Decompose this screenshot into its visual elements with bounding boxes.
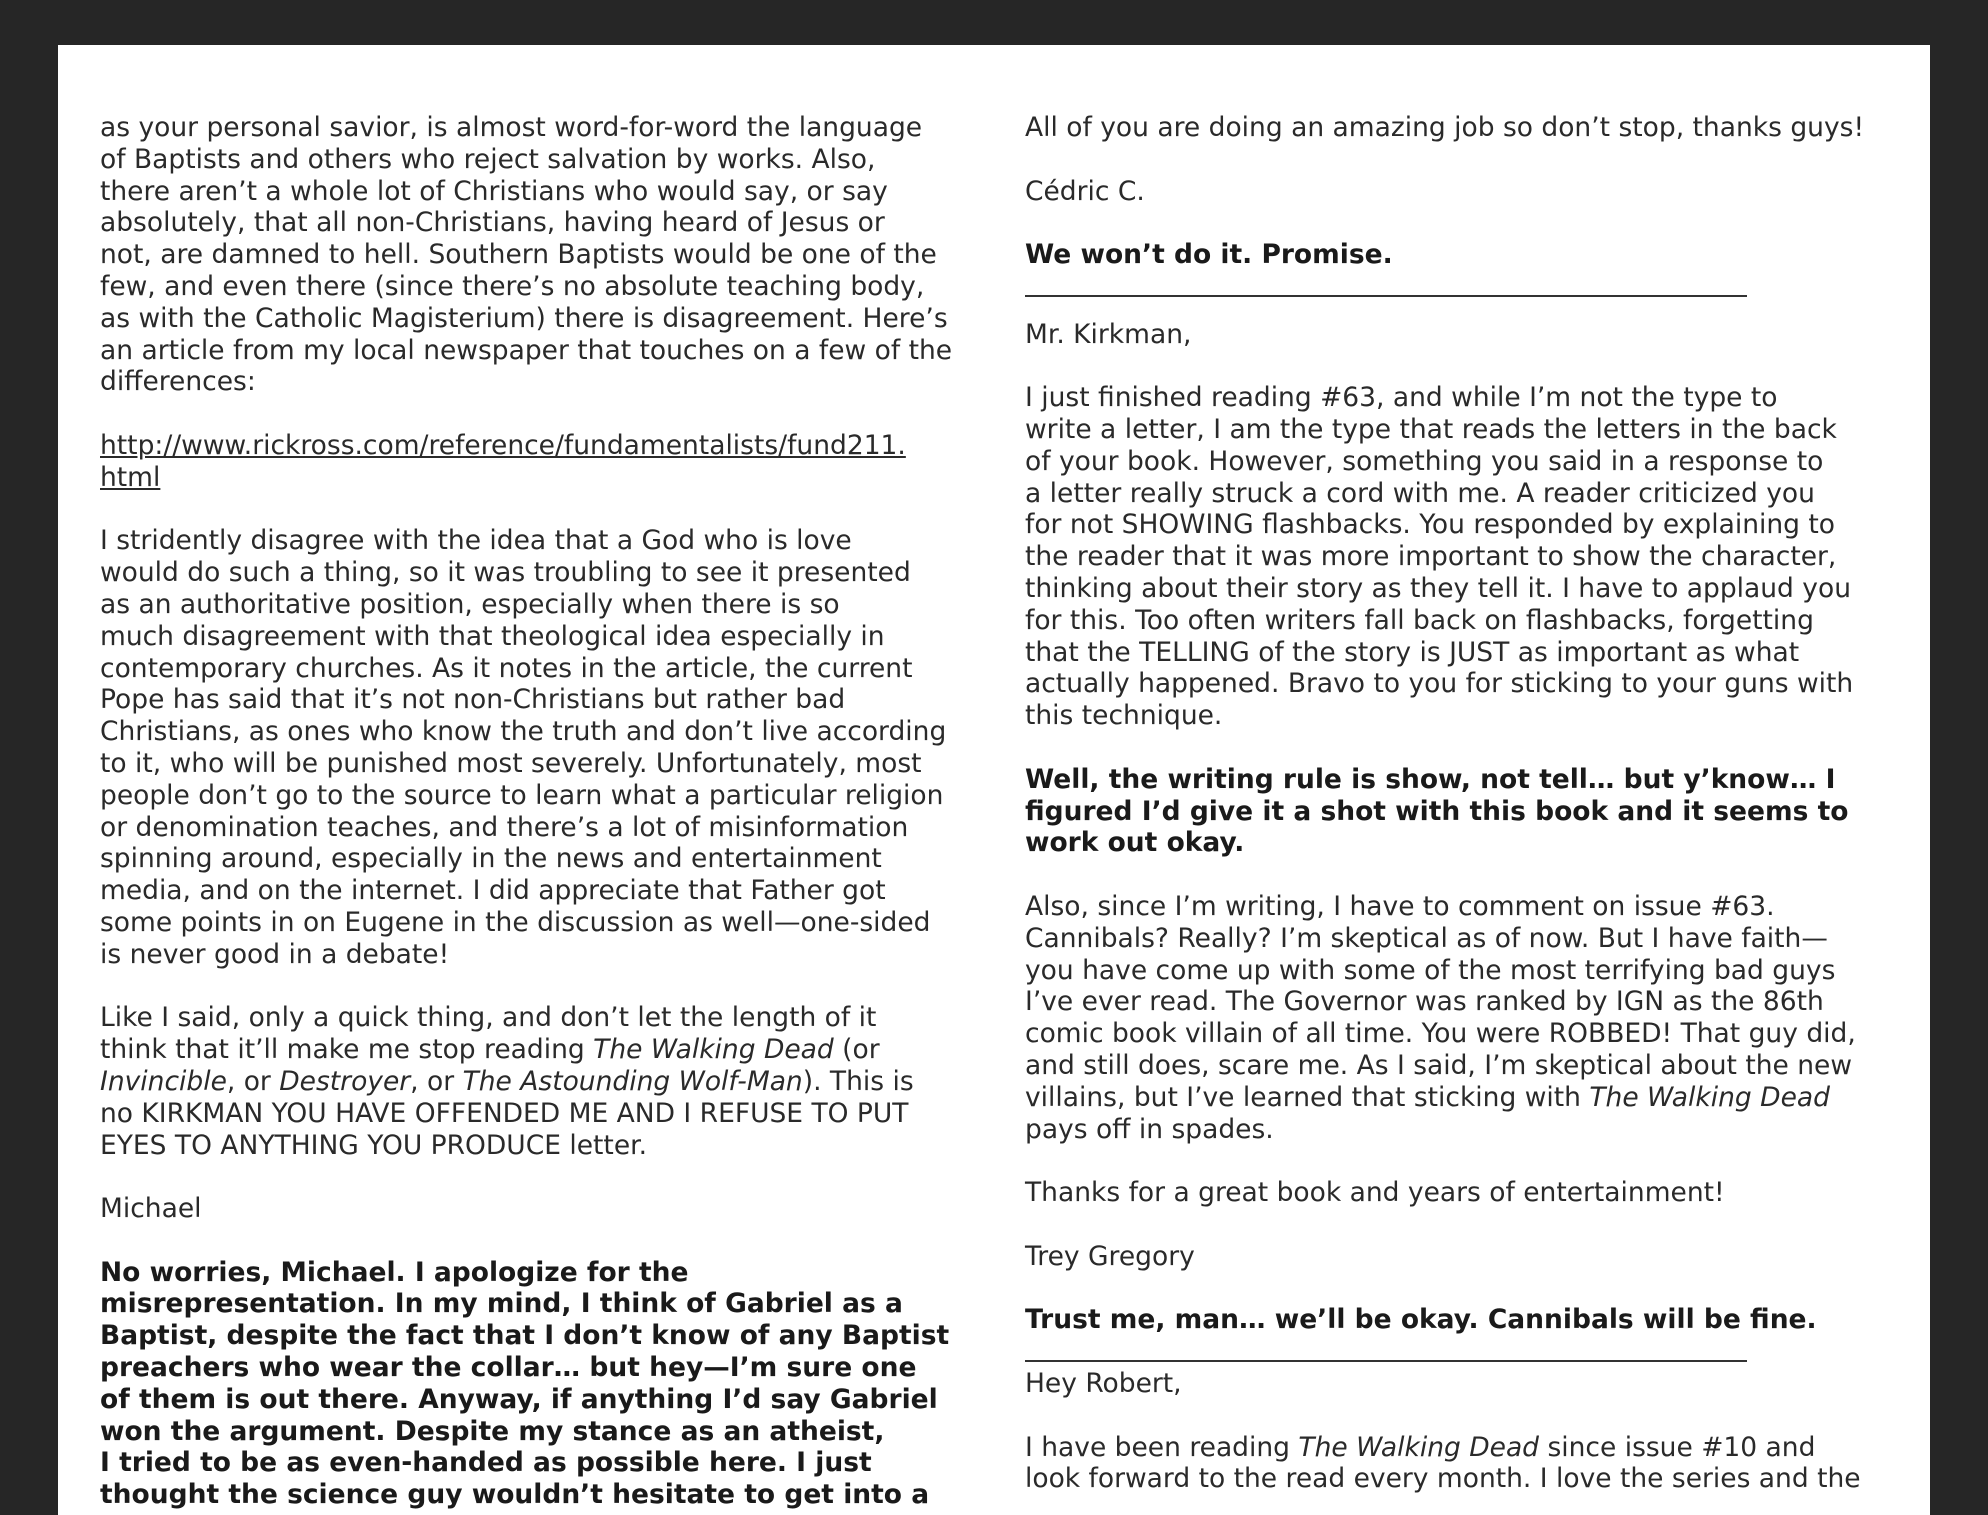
text-line: or denomination teaches, and there’s a lot of misinformation xyxy=(100,811,909,843)
text-line: some points in on Eugene in the discussion as well—one-sided xyxy=(100,906,931,938)
text-run: think that it’ll make me stop reading xyxy=(100,1034,594,1066)
left-column xyxy=(100,112,970,1515)
text-line: thinking about their story as they tell it. I have to applaud you xyxy=(1025,573,1851,605)
text-line: few, and even there (since there’s no absolute teaching body, xyxy=(100,270,925,302)
reply-line: thought the science guy wouldn’t hesitate to get into a xyxy=(100,1479,930,1511)
reply-line: work out okay. xyxy=(1025,827,1245,859)
text-line: as an authoritative position, especially when there is so xyxy=(100,588,840,620)
letter-separator xyxy=(1025,1336,1895,1368)
text-line: as with the Catholic Magisterium) there is disagreement. Here’s xyxy=(100,302,948,334)
editor-reply xyxy=(1025,239,1895,271)
text-line: no KIRKMAN YOU HAVE OFFENDED ME AND I REFUSE TO PUT xyxy=(100,1097,909,1129)
text-run: villains, but I’ve learned that sticking with xyxy=(1025,1081,1590,1113)
text-line: is never good in a debate! xyxy=(100,938,450,970)
letter-paragraph xyxy=(1025,112,1895,144)
text-line xyxy=(100,1034,970,1066)
text-run: since issue #10 and xyxy=(1539,1431,1816,1463)
separator-rule xyxy=(1025,295,1747,297)
text-line: media, and on the internet. I did appreciate that Father got xyxy=(100,875,886,907)
letter-paragraph xyxy=(1025,1177,1895,1209)
editor-reply xyxy=(100,1257,970,1511)
greeting-line: Mr. Kirkman, xyxy=(1025,318,1192,350)
title-walking-dead: The Walking Dead xyxy=(1298,1431,1540,1463)
text-line: I just finished reading #63, and while I’m not the type to xyxy=(1025,382,1778,414)
text-line: not, are damned to hell. Southern Baptists would be one of the xyxy=(100,239,937,271)
link-line[interactable]: html xyxy=(100,461,161,493)
reply-line: figured I’d give it a shot with this book and it seems to xyxy=(1025,795,1849,827)
text-line: pays off in spades. xyxy=(1025,1113,1274,1145)
text-line: that the TELLING of the story is JUST as important as what xyxy=(1025,636,1800,668)
text-run: ). This is xyxy=(802,1065,914,1097)
text-run: , or xyxy=(410,1065,463,1097)
reply-line: We won’t do it. Promise. xyxy=(1025,239,1393,271)
text-run: I have been reading xyxy=(1025,1431,1299,1463)
text-line: and still does, scare me. As I said, I’m skeptical about the new xyxy=(1025,1050,1852,1081)
text-line: much disagreement with that theological idea especially in xyxy=(100,620,885,652)
title-walking-dead: The Walking Dead xyxy=(593,1034,834,1066)
reply-line: Baptist, despite the fact that I don’t know of any Baptist xyxy=(100,1320,950,1352)
text-line: of Baptists and others who reject salvation by works. Also, xyxy=(100,143,876,175)
link-line[interactable]: http://www.rickross.com/reference/fundamentalists/fund211. xyxy=(100,429,906,461)
article-link[interactable] xyxy=(100,430,970,494)
text-line: the reader that it was more important to show the character, xyxy=(1025,541,1837,573)
letter-paragraph xyxy=(100,1002,970,1161)
text-line: would do such a thing, so it was troubling to see it presented xyxy=(100,557,911,589)
text-line: you have come up with some of the most terrifying bad guys xyxy=(1025,954,1836,986)
letter-paragraph xyxy=(1025,891,1895,1145)
signature-name: Michael xyxy=(100,1193,202,1225)
greeting xyxy=(1025,1368,1895,1400)
text-line: look forward to the read every month. I love the series and the xyxy=(1025,1463,1861,1495)
text-line: I’ve ever read. The Governor was ranked by IGN as the 86th xyxy=(1025,986,1824,1018)
letters-page xyxy=(58,45,1930,1515)
letter-paragraph xyxy=(1025,382,1895,732)
text-line: Cannibals? Really? I’m skeptical as of now. But I have faith— xyxy=(1025,922,1828,954)
text-line xyxy=(100,1066,970,1098)
reply-line: Trust me, man… we’ll be okay. Cannibals will be fine. xyxy=(1025,1304,1817,1336)
reply-line: won the argument. Despite my stance as an atheist, xyxy=(100,1415,885,1447)
text-line: Like I said, only a quick thing, and don’t let the length of it xyxy=(100,1002,877,1034)
signature xyxy=(100,1193,970,1225)
separator-rule xyxy=(1025,1360,1747,1362)
letter-paragraph xyxy=(1025,1432,1895,1496)
letter-paragraph xyxy=(100,112,970,398)
text-run: (or xyxy=(833,1034,880,1066)
reply-line: misrepresentation. In my mind, I think of Gabriel as a xyxy=(100,1288,903,1320)
text-line: Christians, as ones who know the truth and don’t live according xyxy=(100,716,947,748)
text-line: actually happened. Bravo to you for sticking to your guns with xyxy=(1025,668,1854,700)
title-invincible: Invincible xyxy=(100,1065,227,1097)
text-line: as your personal savior, is almost word-for-word the language xyxy=(100,112,923,143)
title-destroyer: Destroyer xyxy=(279,1065,411,1097)
text-line: comic book villain of all time. You were ROBBED! That guy did, xyxy=(1025,1018,1856,1050)
signature-name: Trey Gregory xyxy=(1025,1240,1195,1272)
signature xyxy=(1025,1241,1895,1273)
text-line: a letter really struck a cord with me. A reader criticized you xyxy=(1025,477,1815,509)
reply-line: No worries, Michael. I apologize for the xyxy=(100,1256,689,1288)
letter-separator xyxy=(1025,271,1895,303)
text-line: All of you are doing an amazing job so don’t stop, thanks guys! xyxy=(1025,112,1865,143)
text-line: differences: xyxy=(100,366,256,398)
greeting xyxy=(1025,319,1895,351)
signature-name: Cédric C. xyxy=(1025,175,1145,207)
text-line: people don’t go to the source to learn what a particular religion xyxy=(100,779,944,811)
title-walking-dead: The Walking Dead xyxy=(1589,1081,1830,1113)
letter-paragraph xyxy=(100,525,970,970)
text-line xyxy=(1025,1432,1895,1464)
text-line: for this. Too often writers fall back on flashbacks, forgetting xyxy=(1025,604,1814,636)
text-line: spinning around, especially in the news and entertainment xyxy=(100,843,882,875)
text-line: Thanks for a great book and years of entertainment! xyxy=(1025,1177,1725,1209)
right-column xyxy=(1025,112,1895,1515)
text-line: an article from my local newspaper that touches on a few of the xyxy=(100,334,953,366)
text-line: contemporary churches. As it notes in the article, the current xyxy=(100,652,913,684)
text-line: absolutely, that all non-Christians, having heard of Jesus or xyxy=(100,207,885,239)
text-line: write a letter, I am the type that reads the letters in the back xyxy=(1025,414,1837,446)
reply-line: Well, the writing rule is show, not tell… but y’know… I xyxy=(1025,763,1836,795)
title-wolf-man: The Astounding Wolf-Man xyxy=(462,1065,803,1097)
text-line: there aren’t a whole lot of Christians who would say, or say xyxy=(100,175,888,207)
reply-line: preachers who wear the collar… but hey—I’m sure one xyxy=(100,1352,917,1384)
signature xyxy=(1025,176,1895,208)
text-line: of your book. However, something you said in a response to xyxy=(1025,445,1824,477)
text-line: for not SHOWING flashbacks. You responded by explaining to xyxy=(1025,509,1836,541)
text-run: , or xyxy=(226,1065,280,1097)
greeting-line: Hey Robert, xyxy=(1025,1367,1182,1399)
editor-reply xyxy=(1025,1304,1895,1336)
text-line: this technique. xyxy=(1025,700,1223,732)
text-line xyxy=(1025,1082,1895,1114)
text-line: to it, who will be punished most severely. Unfortunately, most xyxy=(100,747,922,779)
text-line: EYES TO ANYTHING YOU PRODUCE letter. xyxy=(100,1129,648,1161)
text-line: I stridently disagree with the idea that a God who is love xyxy=(100,525,852,557)
reply-line: I tried to be as even-handed as possible here. I just xyxy=(100,1447,872,1479)
reply-line: of them is out there. Anyway, if anything I’d say Gabriel xyxy=(100,1383,938,1415)
text-line: Pope has said that it’s not non-Christians but rather bad xyxy=(100,684,846,716)
editor-reply xyxy=(1025,764,1895,859)
text-line: Also, since I’m writing, I have to comment on issue #63. xyxy=(1025,891,1775,923)
